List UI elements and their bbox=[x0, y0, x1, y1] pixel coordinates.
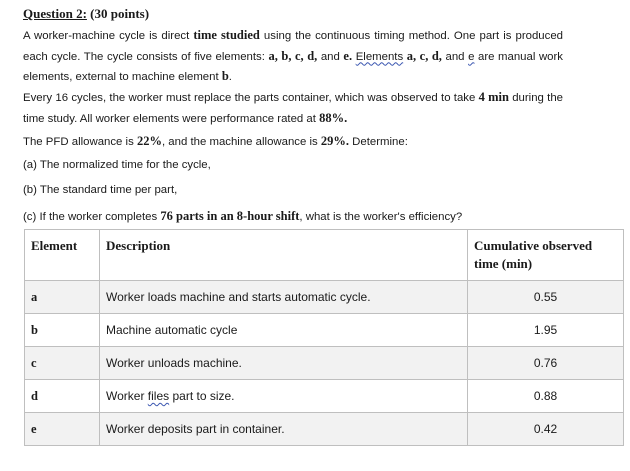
elements-table bbox=[24, 229, 624, 446]
table-row bbox=[25, 281, 624, 314]
header-element: Element bbox=[25, 230, 100, 281]
table-header-row bbox=[25, 230, 624, 281]
part-b: (b) The standard time per part, bbox=[23, 184, 178, 196]
table-row bbox=[25, 413, 624, 446]
time-cell: 0.76 bbox=[468, 347, 624, 380]
table-row bbox=[25, 380, 624, 413]
part-c: (c) If the worker completes 76 parts in an 8-hour shift, what is the worker's efficiency? bbox=[23, 209, 463, 223]
time-cell: 0.88 bbox=[468, 380, 624, 413]
description-cell: Worker files part to size. bbox=[100, 380, 468, 413]
table-row bbox=[25, 347, 624, 380]
description-cell: Worker loads machine and starts automatic cycle. bbox=[100, 281, 468, 314]
description-cell: Worker deposits part in container. bbox=[100, 413, 468, 446]
element-cell: a bbox=[25, 281, 100, 314]
element-cell: c bbox=[25, 347, 100, 380]
description-cell: Worker unloads machine. bbox=[100, 347, 468, 380]
time-cell: 0.55 bbox=[468, 281, 624, 314]
problem-paragraph-2: Every 16 cycles, the worker must replace the parts container, which was observed to take 4 min during the time study. All worker elements were performance rated at 88%. bbox=[23, 90, 563, 125]
question-number: Question 2: bbox=[23, 6, 87, 21]
question-title bbox=[23, 6, 149, 22]
table-row bbox=[25, 314, 624, 347]
header-time: Cumulative observed time (min) bbox=[468, 230, 624, 281]
allowance-line: The PFD allowance is 22%, and the machine allowance is 29%. Determine: bbox=[23, 134, 408, 148]
element-cell: b bbox=[25, 314, 100, 347]
time-cell: 0.42 bbox=[468, 413, 624, 446]
description-cell: Machine automatic cycle bbox=[100, 314, 468, 347]
question-points: (30 points) bbox=[90, 6, 150, 21]
problem-paragraph-1: A worker-machine cycle is direct time studied using the continuous timing method. One part is produced each cycle. The cycle consists of five elements: a, b, c, d, and e. Elements a, c, d, and e are manual work elements, external to machine element b. bbox=[23, 28, 563, 83]
element-cell: e bbox=[25, 413, 100, 446]
spellcheck-mark: files bbox=[147, 389, 170, 403]
part-a: (a) The normalized time for the cycle, bbox=[23, 159, 211, 171]
time-cell: 1.95 bbox=[468, 314, 624, 347]
spellcheck-mark: e bbox=[468, 50, 475, 63]
spellcheck-mark: Elements bbox=[355, 50, 404, 63]
element-cell: d bbox=[25, 380, 100, 413]
header-description: Description bbox=[100, 230, 468, 281]
